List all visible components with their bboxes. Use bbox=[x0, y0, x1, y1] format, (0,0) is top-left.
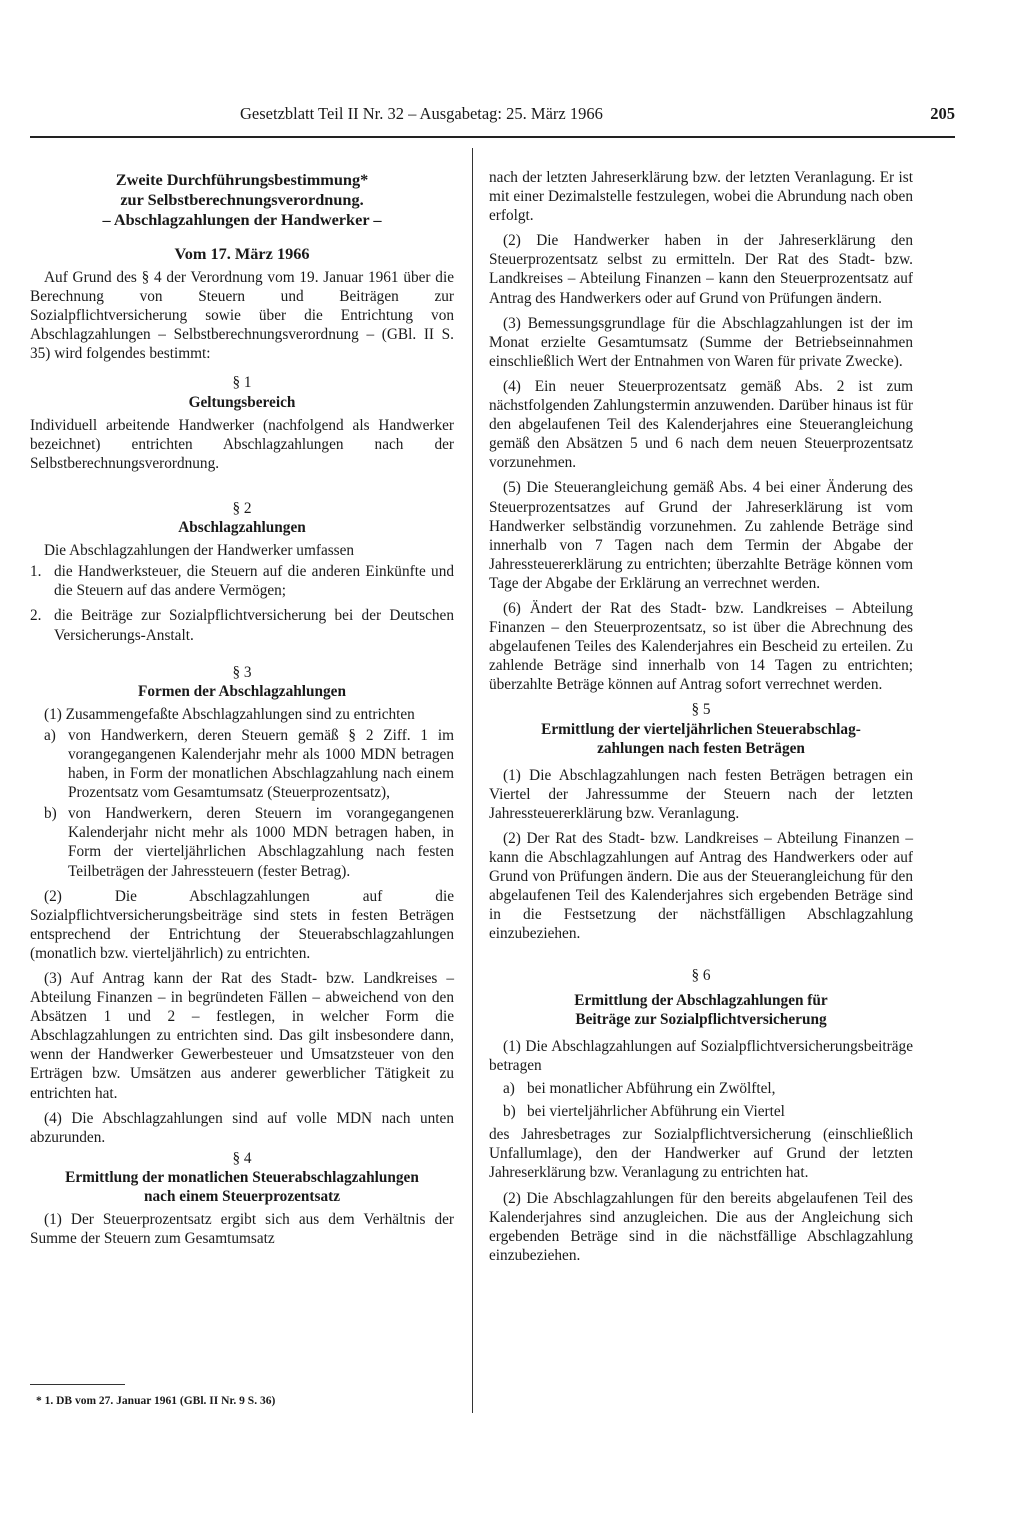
section-title bbox=[30, 1168, 454, 1206]
paragraph: (3) Bemessungsgrundlage für die Abschlagzahlungen ist der im Monat erzielte Gesamtumsatz (Summe der Betriebseinnahmen einschließlich Wert der Entnahmen von Waren für private Zwecke). bbox=[489, 314, 913, 370]
paragraph: (4) Die Abschlagzahlungen sind auf volle MDN nach unten abzurunden. bbox=[30, 1109, 454, 1146]
preamble: Auf Grund des § 4 der Verordnung vom 19. Januar 1961 über die Berechnung von Steuern und Beiträgen zur Sozialpflichtversicherung sowie über die Entrichtung von Abschlagzahlungen – Selbstberechnungsverordnung – (GBl. II S. 35) wird folgendes bestimmt: bbox=[30, 269, 454, 363]
right-column bbox=[489, 168, 913, 1265]
column-divider bbox=[472, 148, 473, 1413]
list-item bbox=[30, 562, 454, 600]
list-label: 2. bbox=[30, 607, 42, 625]
list-text: bei vierteljährlicher Abführung ein Viertel bbox=[527, 1103, 785, 1121]
paragraph: (2) Die Abschlagzahlungen auf die Sozialpflichtversicherungsbeiträge sind stets in festen Beträgen entsprechend der Entrichtung der Steuerabschlagzahlungen (monatlich bzw. vierteljährlich) zu entrichten. bbox=[30, 887, 454, 962]
section-number: § 6 bbox=[691, 966, 711, 984]
page-number: 205 bbox=[930, 104, 955, 123]
section-title-line: Beiträge zur Sozialpflichtversicherung bbox=[575, 1010, 827, 1028]
paragraph: des Jahresbetrages zur Sozialpflichtversicherung (einschließlich Unfallumlage), den der Handwerker auf Grund der letzten Jahreserklärung bzw. Veranlagung zu entrichten hat. bbox=[489, 1126, 913, 1182]
header-rule bbox=[30, 136, 955, 138]
paragraph: (1) Die Abschlagzahlungen auf Sozialpflichtversicherungsbeiträge betragen bbox=[489, 1037, 913, 1074]
section-number: § 4 bbox=[232, 1149, 252, 1167]
section-number: § 5 bbox=[691, 701, 711, 719]
title-line: – Abschlagzahlungen der Handwerker – bbox=[102, 210, 382, 229]
section-title-line: zahlungen nach festen Beträgen bbox=[597, 739, 805, 757]
paragraph: (4) Ein neuer Steuerprozentsatz gemäß Abs. 2 ist zum nächstfolgenden Zahlungstermin anzuwenden. Darüber hinaus ist für den abgelaufenen Teil des Kalenderjahres eine Steuerangleichung gemäß den Absätzen 5 und 6 nach dem neuen Steuerprozentsatz vorzunehmen. bbox=[489, 377, 913, 472]
list-text: von Handwerkern, deren Steuern gemäß § 2 Ziff. 1 im vorangegangenen Kalenderjahr mehr als 1000 MDN betragen haben, in Form der monatlichen Abschlagzahlung nach einem Prozentsatz vom Gesamtumsatz (Steuerprozentsatz), bbox=[68, 726, 454, 802]
document-title bbox=[30, 170, 454, 230]
list-item bbox=[489, 1102, 913, 1121]
paragraph: (1) Der Steuerprozentsatz ergibt sich aus dem Verhältnis der Summe der Steuern zum Gesamtumsatz bbox=[30, 1211, 454, 1248]
list-label: b) bbox=[44, 805, 57, 823]
paragraph: (3) Auf Antrag kann der Rat des Stadt- bzw. Landkreises – Abteilung Finanzen – in begründeten Fällen – abweichend von den Absätzen 1 und 2 – festlegen, in welcher Form die Abschlagzahlungen zu entrichten sind. Das gilt insbesondere dann, wenn der Handwerker Gewerbesteuer und Umsatzsteuer von den Erträgen bzw. Umsätzen aus anderer gewerblicher Tätigkeit zu entrichten hat. bbox=[30, 970, 454, 1102]
paragraph: (2) Der Rat des Stadt- bzw. Landkreises – Abteilung Finanzen – kann die Abschlagzahlungen auf Antrag des Handwerkers oder auf Grund von Prüfungen ändern. Die aus der Steuerangleichung für den abgelaufenen Teil des Kalenderjahres sich ergebenden Beträge sind in die Festsetzung der nächstfälligen Abschlagzahlung einzubeziehen. bbox=[489, 830, 913, 943]
list-item bbox=[30, 606, 454, 644]
paragraph: (1) Die Abschlagzahlungen nach festen Beträgen betragen ein Viertel der Jahressumme der Steuern nach der letzten Jahressteuererklärung bzw. Veranlagung. bbox=[489, 766, 913, 822]
title-line: Zweite Durchführungsbestimmung* bbox=[115, 170, 369, 189]
section-title bbox=[489, 991, 913, 1029]
footnote: * 1. DB vom 27. Januar 1961 (GBl. II Nr. 9 S. 36) bbox=[36, 1395, 276, 1407]
section-title-line: Ermittlung der monatlichen Steuerabschlagzahlungen bbox=[65, 1168, 419, 1186]
list-label: a) bbox=[503, 1080, 515, 1098]
paragraph: (2) Die Handwerker haben in der Jahreserklärung den Steuerprozentsatz selbst zu ermitteln. Der Rat des Stadt- bzw. Landkreises – Abteilung Finanzen – kann den Steuerprozentsatz auf Antrag des Handwerkers oder auf Grund von Prüfungen ändern. bbox=[489, 232, 913, 307]
section-number: § 3 bbox=[232, 663, 252, 681]
list-label: 1. bbox=[30, 563, 42, 581]
section-title: Geltungsbereich bbox=[188, 393, 296, 411]
title-line: zur Selbstberechnungsverordnung. bbox=[120, 190, 364, 209]
list-item bbox=[489, 1079, 913, 1098]
paragraph: (6) Ändert der Rat des Stadt- bzw. Landkreises – Abteilung Finanzen – den Steuerprozentsatz, so ist über die Abrechnung des abgelaufenen Teiles des Kalenderjahres ein Bescheid zu erteilen. Zu zahlende Beträge sind innerhalb von 14 Tagen zu entrichten; überzahlte Beträge können auf Antrag sofort verrechnet werden. bbox=[489, 599, 913, 694]
list-text: bei monatlicher Abführung ein Zwölftel, bbox=[527, 1080, 776, 1098]
section-title-line: Ermittlung der Abschlagzahlungen für bbox=[574, 991, 828, 1009]
paragraph: (2) Die Abschlagzahlungen für den bereits abgelaufenen Teil des Kalenderjahres sind anzugleichen. Die aus der Angleichung sich ergebenden Beträge sind in die nächstfällige Abschlagzahlung einzubeziehen. bbox=[489, 1189, 913, 1264]
paragraph: Die Abschlagzahlungen der Handwerker umfassen bbox=[44, 542, 355, 560]
list-label: a) bbox=[44, 726, 56, 744]
paragraph: (1) Zusammengefaßte Abschlagzahlungen sind zu entrichten bbox=[44, 705, 415, 723]
section-title-line: nach einem Steuerprozentsatz bbox=[144, 1188, 340, 1206]
section-title bbox=[489, 720, 913, 758]
list-item bbox=[30, 726, 454, 802]
section-title: Abschlagzahlungen bbox=[178, 519, 306, 537]
paragraph: nach der letzten Jahreserklärung bzw. der letzten Veranlagung. Er ist mit einer Dezimalstelle festzulegen, wobei die Abrundung nach oben erfolgt. bbox=[489, 169, 913, 225]
paragraph: Individuell arbeitende Handwerker (nachfolgend als Handwerker bezeichnet) entrichten Abschlagzahlungen nach der Selbstberechnungsverordnung. bbox=[30, 416, 454, 472]
list-text: die Handwerksteuer, die Steuern auf die anderen Einkünfte und die Steuern auf das andere Vermögen; bbox=[54, 563, 454, 600]
list-item bbox=[30, 804, 454, 880]
section-number: § 2 bbox=[232, 499, 252, 517]
left-column bbox=[30, 158, 454, 1248]
document-date: Vom 17. März 1966 bbox=[174, 244, 310, 263]
list-label: b) bbox=[503, 1103, 516, 1121]
footnote-rule bbox=[30, 1384, 125, 1385]
section-title-line: Ermittlung der vierteljährlichen Steuerabschlag- bbox=[541, 720, 861, 738]
header-title: Gesetzblatt Teil II Nr. 32 – Ausgabetag: 25. März 1966 bbox=[240, 104, 603, 123]
section-title: Formen der Abschlagzahlungen bbox=[138, 682, 346, 700]
list-text: von Handwerkern, deren Steuern im vorangegangenen Kalenderjahr nicht mehr als 1000 MDN betragen haben, in Form der vierteljährlichen Abschlagzahlung nach festen Teilbeträgen der Jahressteuern (fester Betrag). bbox=[68, 805, 454, 880]
section-number: § 1 bbox=[232, 374, 252, 392]
list-text: die Beiträge zur Sozialpflichtversicherung bei der Deutschen Versicherungs-Anstalt. bbox=[54, 607, 454, 644]
paragraph: (5) Die Steuerangleichung gemäß Abs. 4 bei einer Änderung des Steuerprozentsatzes auf Grund der Jahreserklärung ist vom Handwerker selbständig vorzunehmen. Zu zahlende Beträge sind innerhalb von 7 Tagen nach dem Termin der Abgabe der Jahressteuererklärung zu entrichten; überzahlte Beträge können vom Tage der Abgabe der Erklärung an verrechnet werden. bbox=[489, 479, 913, 592]
